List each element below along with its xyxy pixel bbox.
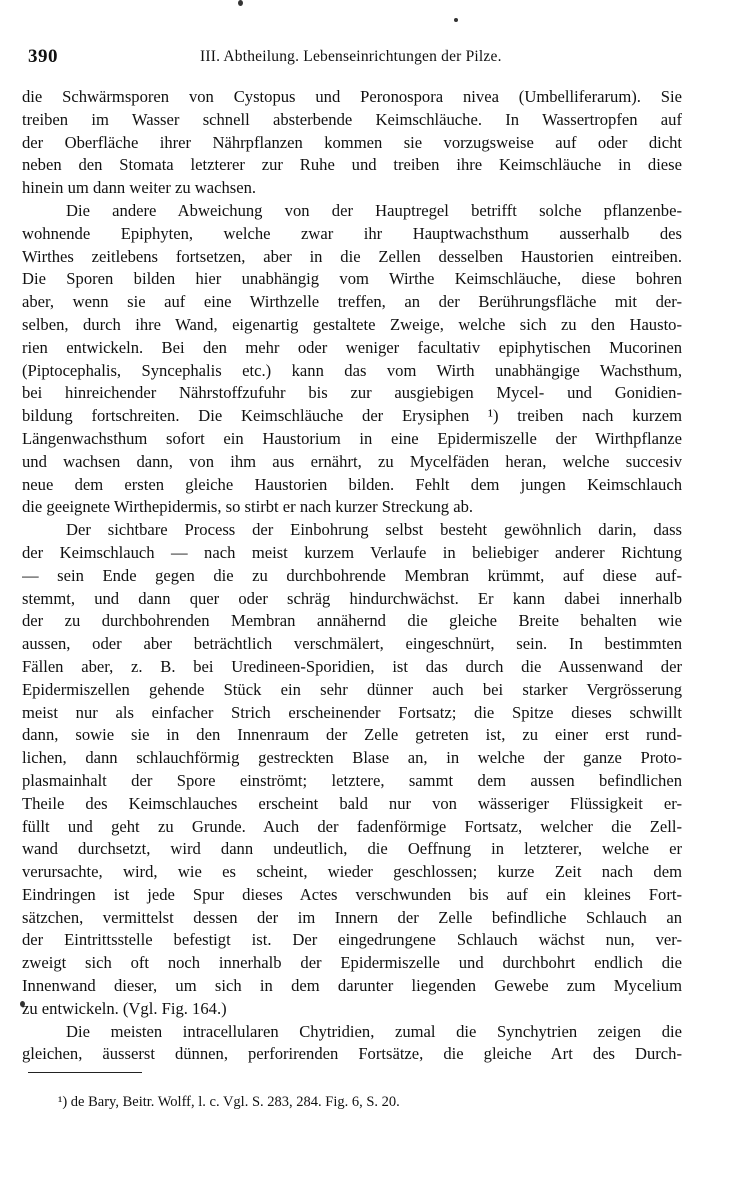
text-line: — sein Ende gegen die zu durchbohrende Membran krümmt, auf diese auf-: [22, 565, 682, 585]
text-line: plasmainhalt der Spore einströmt; letztere, sammt dem aussen befindlichen: [22, 770, 682, 790]
text-line: treiben im Wasser schnell absterbende Keimschläuche. In Wassertropfen auf: [22, 109, 682, 129]
text-line: Fällen aber, z. B. bei Uredineen-Sporidien, ist das durch die Aussenwand der: [22, 656, 682, 676]
footnote-rule: [28, 1072, 142, 1073]
text-line: Längenwachsthum sofort ein Haustorium in eine Epidermiszelle der Wirthpflanze: [22, 428, 682, 448]
body-text: [22, 86, 682, 1066]
text-line: Innenwand dieser, um sich in dem darunter liegenden Gewebe zum Mycelium: [22, 976, 682, 996]
text-line: die Schwärmsporen von Cystopus und Peronospora nivea (Umbelliferarum). Sie: [22, 87, 682, 106]
text-line: der Keimschlauch — nach meist kurzem Verlaufe in beliebiger anderer Richtung: [22, 542, 682, 562]
text-line: Theile des Keimschlauches erscheint bald nur von wässeriger Flüssigkeit er-: [22, 793, 682, 813]
text-line: Die Sporen bilden hier unabhängig vom Wirthe Keimschläuche, diese bohren: [22, 269, 682, 289]
text-line: der Oberfläche ihrer Nährpflanzen kommen sie vorzugsweise auf oder dicht: [22, 132, 682, 152]
text-line: Der sichtbare Process der Einbohrung selbst besteht gewöhnlich darin, dass: [66, 520, 682, 540]
text-line: neben den Stomata letzterer zur Ruhe und treiben ihre Keimschläuche in diese: [22, 155, 682, 175]
text-line: selben, durch ihre Wand, eigenartig gestaltete Zweige, welche sich zu den Hausto-: [22, 314, 682, 334]
ink-speck: [238, 0, 243, 6]
page-number: 390: [28, 46, 58, 67]
text-line: wohnende Epiphyten, welche zwar ihr Hauptwachsthum ausserhalb des: [22, 223, 682, 243]
text-line: stemmt, und dann quer oder schräg hindurchwächst. Er kann dabei innerhalb: [22, 588, 682, 608]
text-line: gleichen, äusserst dünnen, perforirenden Fortsätze, die gleiche Art des Durch-: [22, 1044, 682, 1064]
text-line: verursachte, wird, wie es scheint, wieder geschlossen; kurze Zeit nach dem: [22, 862, 682, 882]
text-line: bildung fortschreiten. Die Keimschläuche der Erysiphen ¹) treiben nach kurzem: [22, 406, 682, 426]
text-line: zweigt sich oft noch innerhalb der Epidermiszelle und durchbohrt endlich die: [22, 953, 682, 973]
text-line: zu entwickeln. (Vgl. Fig. 164.): [22, 998, 227, 1018]
text-line: der zu durchbohrenden Membran annähernd die gleiche Breite behalten wie: [22, 611, 682, 631]
text-line: hinein um dann weiter zu wachsen.: [22, 178, 257, 198]
text-line: bei hinreichender Nährstoffzufuhr bis zur ausgiebigen Mycel- und Gonidien-: [22, 383, 682, 403]
text-line: und wachsen dann, von ihm aus ernährt, zu Mycelfäden heran, welche succesiv: [22, 451, 682, 471]
text-line: (Piptocephalis, Syncephalis etc.) kann das vom Wirth unabhängige Wachsthum,: [22, 360, 682, 380]
text-line: lichen, dann schlauchförmig gestreckten Blase an, in welche der ganze Proto-: [22, 748, 682, 768]
footnote: ¹) de Bary, Beitr. Wolff, l. c. Vgl. S. 283, 284. Fig. 6, S. 20.: [58, 1094, 400, 1110]
text-line: Eindringen ist jede Spur dieses Actes verschwunden bis auf ein kleines Fort-: [22, 884, 682, 904]
text-line: neue dem ersten gleiche Haustorien bilden. Fehlt dem jungen Keimschlauch: [22, 474, 682, 494]
text-line: rien entwickeln. Bei den mehr oder weniger facultativ epiphytischen Mucorinen: [22, 337, 682, 357]
text-line: Die andere Abweichung von der Hauptregel betrifft solche pflanzenbe-: [66, 200, 682, 220]
text-line: die geeignete Wirthepidermis, so stirbt er nach kurzer Streckung ab.: [22, 497, 474, 517]
text-line: der Eintrittsstelle befestigt ist. Der eingedrungene Schlauch wächst nun, ver-: [22, 930, 682, 950]
text-line: meist nur als einfacher Strich erscheinender Fortsatz; die Spitze dieses schwillt: [22, 702, 682, 722]
text-line: Die meisten intracellularen Chytridien, zumal die Synchytrien zeigen die: [66, 1021, 682, 1041]
text-line: wand durchsetzt, wird dann undeutlich, die Oeffnung in letzterer, welche er: [22, 839, 682, 859]
text-line: dann, sowie sie in den Innenraum der Zelle getreten ist, zu einer erst rund-: [22, 725, 682, 745]
ink-speck: [454, 18, 458, 22]
text-line: aber, wenn sie auf eine Wirthzelle treffen, an der Berührungsfläche mit der-: [22, 292, 682, 312]
text-line: füllt und geht zu Grunde. Auch der fadenförmige Fortsatz, welcher die Zell-: [22, 816, 682, 836]
text-line: aussen, oder aber beträchtlich verschmälert, eingeschnürt, sein. In bestimmten: [22, 634, 682, 654]
text-line: Epidermiszellen gehende Stück ein sehr dünner auch bei starker Vergrösserung: [22, 679, 682, 699]
page-header: [22, 46, 682, 70]
text-line: Wirthes zeitlebens fortsetzen, aber in die Zellen desselben Haustorien eintreiben.: [22, 246, 682, 266]
text-line: sätzchen, vermittelst dessen der im Innern der Zelle befindliche Schlauch an: [22, 907, 682, 927]
running-head: III. Abtheilung. Lebenseinrichtungen der Pilze.: [200, 48, 502, 65]
